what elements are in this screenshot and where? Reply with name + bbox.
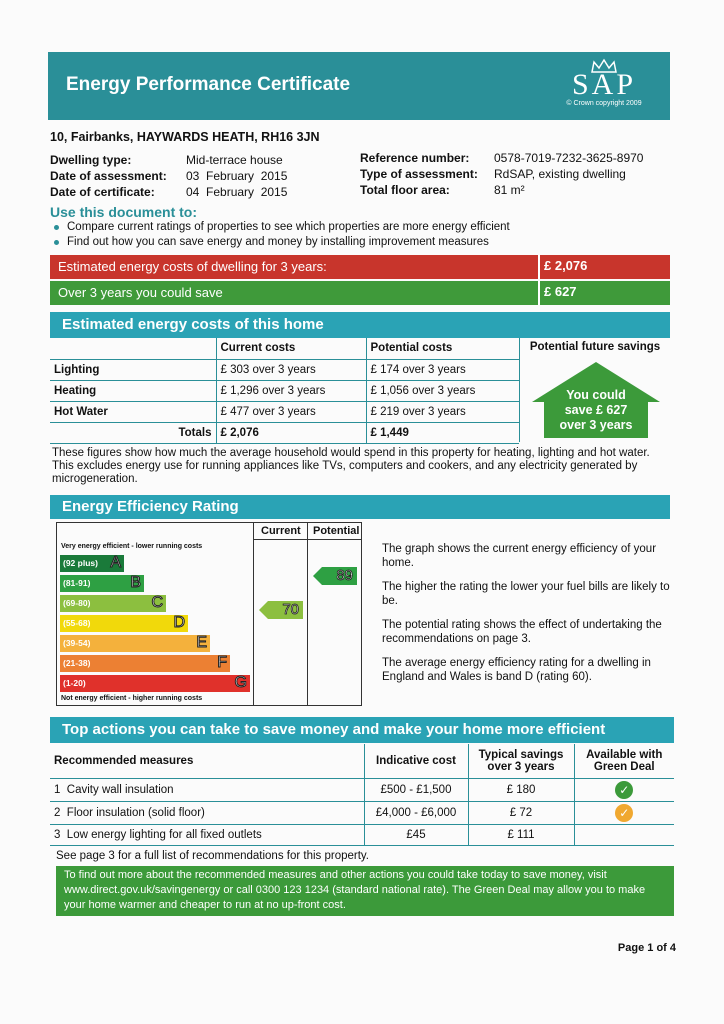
table-row <box>50 359 519 380</box>
band-letter: E <box>196 634 207 651</box>
rating-note: The potential rating shows the effect of undertaking the recommendations on page 3. <box>382 619 662 645</box>
top-actions-heading: Top actions you can take to save money and make your home more efficient <box>50 717 674 743</box>
date-certificate-label: Date of certificate: <box>50 185 155 199</box>
measure-saving: £ 72 <box>468 801 574 824</box>
total-potential-cell: £ 1,449 <box>366 422 519 443</box>
band-letter: D <box>173 614 185 631</box>
col-potential: Potential <box>313 525 360 537</box>
sap-letters: SAP <box>571 68 637 101</box>
col-future-savings: Potential future savings <box>529 341 661 353</box>
total-current-cell: £ 2,076 <box>216 422 366 443</box>
house-savings-text <box>532 388 660 433</box>
future-savings-box <box>519 338 670 442</box>
list-item: Compare current ratings of properties to see which properties are more energy efficient <box>52 220 510 235</box>
rating-heading: Energy Efficiency Rating <box>50 495 670 519</box>
potential-saving-value: £ 627 <box>538 281 577 305</box>
col-current: Current <box>261 525 301 537</box>
band-a <box>60 555 124 572</box>
divider <box>253 539 361 540</box>
band-range: (69-80) <box>63 598 91 608</box>
reference-label: Reference number: <box>360 151 470 165</box>
current-cost-cell: £ 303 over 3 years <box>216 359 366 380</box>
property-details-left <box>50 152 287 200</box>
totals-label: Totals <box>50 422 216 443</box>
crown-icon <box>590 58 618 74</box>
row-label: Lighting <box>50 359 216 380</box>
totals-row <box>50 422 519 443</box>
band-f <box>60 655 230 672</box>
potential-cost-cell: £ 219 over 3 years <box>366 401 519 422</box>
dwelling-type-label: Dwelling type: <box>50 153 132 167</box>
savings-line: over 3 years <box>559 418 633 432</box>
sap-copyright: © Crown copyright 2009 <box>566 100 642 107</box>
band-e <box>60 635 210 652</box>
table-row <box>50 801 674 824</box>
row-label: Hot Water <box>50 401 216 422</box>
floor-area-value: 81 m² <box>494 183 525 197</box>
property-details-right <box>360 150 643 198</box>
potential-rating-value: 89 <box>336 567 353 584</box>
green-deal-tick-icon: ✓ <box>615 781 633 799</box>
costs-table <box>50 338 519 444</box>
current-cost-cell: £ 1,296 over 3 years <box>216 380 366 401</box>
current-cost-cell: £ 477 over 3 years <box>216 401 366 422</box>
efficient-note: Very energy efficient - lower running costs <box>61 543 203 550</box>
assessment-type-value: RdSAP, existing dwelling <box>494 167 626 181</box>
band-letter: C <box>151 594 163 611</box>
col-potential-costs: Potential costs <box>366 338 519 359</box>
current-rating-value: 70 <box>282 601 299 618</box>
costs-heading: Estimated energy costs of this home <box>50 312 670 338</box>
band-letter: G <box>234 674 247 691</box>
col-measures: Recommended measures <box>50 744 364 778</box>
potential-cost-cell: £ 1,056 over 3 years <box>366 380 519 401</box>
band-range: (21-38) <box>63 658 91 668</box>
use-document-heading: Use this document to: <box>50 204 198 220</box>
recommendations-table <box>50 744 674 846</box>
potential-saving-label: Over 3 years you could save <box>58 285 223 300</box>
savings-line: You could <box>566 388 626 402</box>
measure-saving: £ 180 <box>468 778 574 801</box>
reference-value: 0578-7019-7232-3625-8970 <box>494 151 644 165</box>
rating-note: The higher the rating the lower your fuel bills are likely to be. <box>382 581 670 607</box>
band-range: (81-91) <box>63 578 91 588</box>
floor-area-label: Total floor area: <box>360 183 450 197</box>
measure-cost: £45 <box>364 824 468 845</box>
current-rating-arrow <box>259 601 303 619</box>
dwelling-type-value: Mid-terrace house <box>186 153 283 167</box>
band-range: (92 plus) <box>63 558 98 568</box>
band-range: (55-68) <box>63 618 91 628</box>
measure-number: 1 <box>54 783 61 796</box>
measure-cost: £4,000 - £6,000 <box>364 801 468 824</box>
rating-note: The graph shows the current energy efficiency of your home. <box>382 543 657 569</box>
table-row <box>50 778 674 801</box>
measure-name: Floor insulation (solid floor) <box>66 806 205 819</box>
measure-number: 2 <box>54 806 61 819</box>
list-item: Find out how you can save energy and money by installing improvement measures <box>52 235 510 250</box>
row-label: Heating <box>50 380 216 401</box>
certificate-title: Energy Performance Certificate <box>66 74 351 95</box>
rating-chart <box>56 522 362 706</box>
band-b <box>60 575 144 592</box>
band-range: (1-20) <box>63 678 86 688</box>
col-savings: Typical savings over 3 years <box>468 744 574 778</box>
green-deal-tick-icon: ✓ <box>615 804 633 822</box>
divider <box>307 523 308 705</box>
estimated-cost-value: £ 2,076 <box>538 255 587 279</box>
date-assessment-value: 03 February 2015 <box>186 169 288 183</box>
header-banner <box>48 52 670 120</box>
table-row <box>50 824 674 845</box>
sap-logo <box>556 58 652 114</box>
col-cost: Indicative cost <box>364 744 468 778</box>
band-letter: B <box>130 574 141 591</box>
potential-cost-cell: £ 174 over 3 years <box>366 359 519 380</box>
estimated-cost-label: Estimated energy costs of dwelling for 3 years: <box>58 259 327 274</box>
band-c <box>60 595 166 612</box>
band-range: (39-54) <box>63 638 91 648</box>
inefficient-note: Not energy efficient - higher running costs <box>61 695 203 702</box>
band-g <box>60 675 250 692</box>
divider <box>253 523 254 705</box>
band-letter: F <box>217 654 227 671</box>
rating-note: The average energy efficiency rating for a dwelling in England and Wales is band D (rating 60). <box>382 657 651 683</box>
potential-saving-bar <box>50 281 670 305</box>
estimated-cost-bar <box>50 255 670 279</box>
green-deal-info: To find out more about the recommended measures and other actions you could take today to save money, visit www.direct.gov.uk/savingenergy or call 0300 123 1234 (standard national rate). The Green Deal may allow you to make your home warmer and cheaper to run at no up-front cost. <box>56 866 674 916</box>
band-letter: A <box>110 554 121 571</box>
rating-notes <box>382 542 674 694</box>
table-row <box>50 401 519 422</box>
property-address: 10, Fairbanks, HAYWARDS HEATH, RH16 3JN <box>50 130 320 144</box>
col-current-costs: Current costs <box>216 338 366 359</box>
use-document-list <box>52 220 510 250</box>
band-d <box>60 615 188 632</box>
table-row <box>50 380 519 401</box>
measure-saving: £ 111 <box>468 824 574 845</box>
measure-cost: £500 - £1,500 <box>364 778 468 801</box>
savings-line: save £ 627 <box>564 403 628 417</box>
page-number: Page 1 of 4 <box>617 942 676 954</box>
potential-rating-arrow <box>313 567 357 585</box>
measure-name: Low energy lighting for all fixed outlets <box>66 828 262 841</box>
date-assessment-label: Date of assessment: <box>50 169 167 183</box>
assessment-type-label: Type of assessment: <box>360 167 478 181</box>
col-green-deal: Available with Green Deal <box>574 744 674 778</box>
see-page-note: See page 3 for a full list of recommendations for this property. <box>56 850 369 862</box>
costs-explanation: These figures show how much the average household would spend in this property for heating, lighting and hot water. This excludes energy use for running appliances like TVs, computers and cookers, and any electricity generated by microgeneration. <box>52 447 650 485</box>
measure-name: Cavity wall insulation <box>66 783 174 796</box>
date-certificate-value: 04 February 2015 <box>186 185 288 199</box>
measure-number: 3 <box>54 828 61 841</box>
